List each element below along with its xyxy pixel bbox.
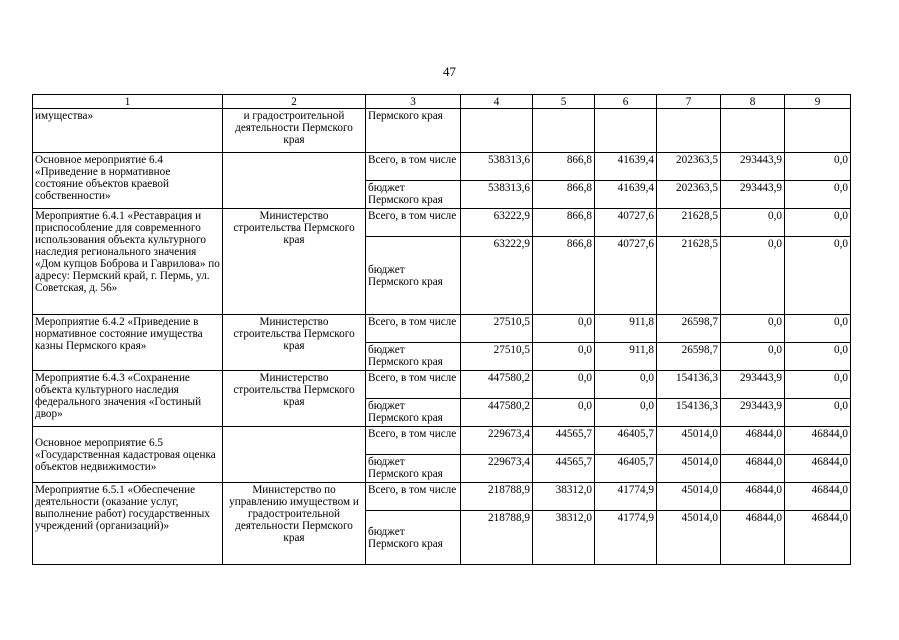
value-cell: 21628,5 [657,237,721,315]
activity-name: Мероприятие 6.5.1 «Обеспечение деятельности (оказание услуг, выполнение работ) государственных учреждений (организаций)» [33,483,223,565]
responsible-org [223,153,366,209]
value-cell: 0,0 [785,399,851,427]
value-cell: 229673,4 [461,455,533,483]
activity-name: Мероприятие 6.4.3 «Сохранение объекта культурного наследия федерального значения «Гостиный двор» [33,371,223,427]
col-header: 7 [657,95,721,109]
funding-source: Пермского края [366,109,461,153]
value-cell: 538313,6 [461,181,533,209]
value-cell: 46844,0 [721,455,785,483]
funding-source: Всего, в том числе [366,371,461,399]
value-cell: 218788,9 [461,483,533,511]
value-cell [461,109,533,153]
value-cell: 154136,3 [657,371,721,399]
value-cell: 0,0 [785,181,851,209]
value-cell: 38312,0 [533,511,595,565]
activity-name: Основное мероприятие 6.4 «Приведение в нормативное состояние объектов краевой собственности» [33,153,223,209]
value-cell: 0,0 [785,153,851,181]
value-cell: 46844,0 [721,483,785,511]
value-cell: 447580,2 [461,399,533,427]
value-cell: 40727,6 [595,209,657,237]
table-row [33,371,851,399]
col-header: 4 [461,95,533,109]
value-cell: 27510,5 [461,343,533,371]
value-cell: 63222,9 [461,237,533,315]
value-cell: 44565,7 [533,455,595,483]
value-cell: 41774,9 [595,511,657,565]
value-cell: 21628,5 [657,209,721,237]
value-cell: 202363,5 [657,153,721,181]
value-cell: 45014,0 [657,427,721,455]
value-cell [785,109,851,153]
funding-source: Всего, в том числе [366,315,461,343]
value-cell: 46844,0 [785,483,851,511]
value-cell: 0,0 [533,399,595,427]
col-header: 1 [33,95,223,109]
table-row [33,315,851,343]
value-cell: 229673,4 [461,427,533,455]
value-cell: 866,8 [533,209,595,237]
value-cell: 46844,0 [721,427,785,455]
value-cell: 41774,9 [595,483,657,511]
funding-source: Всего, в том числе [366,209,461,237]
value-cell: 46405,7 [595,427,657,455]
value-cell: 0,0 [785,315,851,343]
col-header: 9 [785,95,851,109]
value-cell: 27510,5 [461,315,533,343]
value-cell: 202363,5 [657,181,721,209]
col-header: 3 [366,95,461,109]
responsible-org: Министерство строительства Пермского края [223,315,366,371]
value-cell: 38312,0 [533,483,595,511]
funding-source: бюджет Пермского края [366,237,461,315]
value-cell: 0,0 [785,371,851,399]
funding-source: бюджет Пермского края [366,455,461,483]
table-row [33,483,851,511]
col-header: 6 [595,95,657,109]
funding-source: бюджет Пермского края [366,511,461,565]
value-cell: 293443,9 [721,153,785,181]
value-cell: 0,0 [721,237,785,315]
value-cell: 0,0 [785,209,851,237]
value-cell: 45014,0 [657,483,721,511]
value-cell: 866,8 [533,153,595,181]
value-cell: 41639,4 [595,153,657,181]
responsible-org: и градостроительной деятельности Пермского края [223,109,366,153]
value-cell: 46844,0 [785,427,851,455]
value-cell: 911,8 [595,343,657,371]
value-cell: 218788,9 [461,511,533,565]
value-cell: 26598,7 [657,343,721,371]
value-cell: 41639,4 [595,181,657,209]
value-cell: 0,0 [785,237,851,315]
value-cell: 293443,9 [721,181,785,209]
responsible-org: Министерство строительства Пермского края [223,371,366,427]
value-cell: 0,0 [595,371,657,399]
value-cell: 46405,7 [595,455,657,483]
value-cell: 866,8 [533,237,595,315]
funding-source: Всего, в том числе [366,483,461,511]
value-cell: 46844,0 [785,511,851,565]
value-cell [595,109,657,153]
value-cell: 0,0 [533,371,595,399]
table-row [33,109,851,153]
value-cell: 46844,0 [785,455,851,483]
funding-source: бюджет Пермского края [366,343,461,371]
value-cell: 538313,6 [461,153,533,181]
value-cell: 40727,6 [595,237,657,315]
funding-source: бюджет Пермского края [366,399,461,427]
value-cell: 0,0 [785,343,851,371]
value-cell: 293443,9 [721,371,785,399]
table-row [33,427,851,455]
value-cell: 0,0 [721,343,785,371]
table-row [33,209,851,237]
value-cell: 0,0 [533,343,595,371]
responsible-org [223,427,366,483]
value-cell: 0,0 [721,315,785,343]
value-cell: 911,8 [595,315,657,343]
value-cell: 447580,2 [461,371,533,399]
responsible-org: Министерство по управлению имуществом и градостроительной деятельности Пермского края [223,483,366,565]
budget-table [32,94,851,565]
value-cell: 46844,0 [721,511,785,565]
activity-name: Мероприятие 6.4.2 «Приведение в нормативное состояние имущества казны Пермского края» [33,315,223,371]
value-cell: 0,0 [595,399,657,427]
value-cell: 26598,7 [657,315,721,343]
funding-source: Всего, в том числе [366,153,461,181]
value-cell: 293443,9 [721,399,785,427]
value-cell: 63222,9 [461,209,533,237]
value-cell: 45014,0 [657,511,721,565]
col-header: 5 [533,95,595,109]
value-cell [533,109,595,153]
page-number: 47 [443,64,456,79]
activity-name: имущества» [33,109,223,153]
responsible-org: Министерство строительства Пермского края [223,209,366,315]
funding-source: Всего, в том числе [366,427,461,455]
value-cell: 866,8 [533,181,595,209]
funding-source: бюджет Пермского края [366,181,461,209]
value-cell: 0,0 [533,315,595,343]
col-header: 8 [721,95,785,109]
value-cell: 44565,7 [533,427,595,455]
activity-name: Основное мероприятие 6.5 «Государственная кадастровая оценка объектов недвижимости» [33,427,223,483]
activity-name: Мероприятие 6.4.1 «Реставрация и приспособление для современного использования объекта культурного наследия регионального значения «Дом купцов Боброва и Гаврилова» по адресу: Пермский край, г. Пермь, ул. Советская, д. 56» [33,209,223,315]
value-cell: 0,0 [721,209,785,237]
col-header: 2 [223,95,366,109]
header-row [33,95,851,109]
value-cell [657,109,721,153]
value-cell [721,109,785,153]
table-row [33,153,851,181]
value-cell: 154136,3 [657,399,721,427]
value-cell: 45014,0 [657,455,721,483]
